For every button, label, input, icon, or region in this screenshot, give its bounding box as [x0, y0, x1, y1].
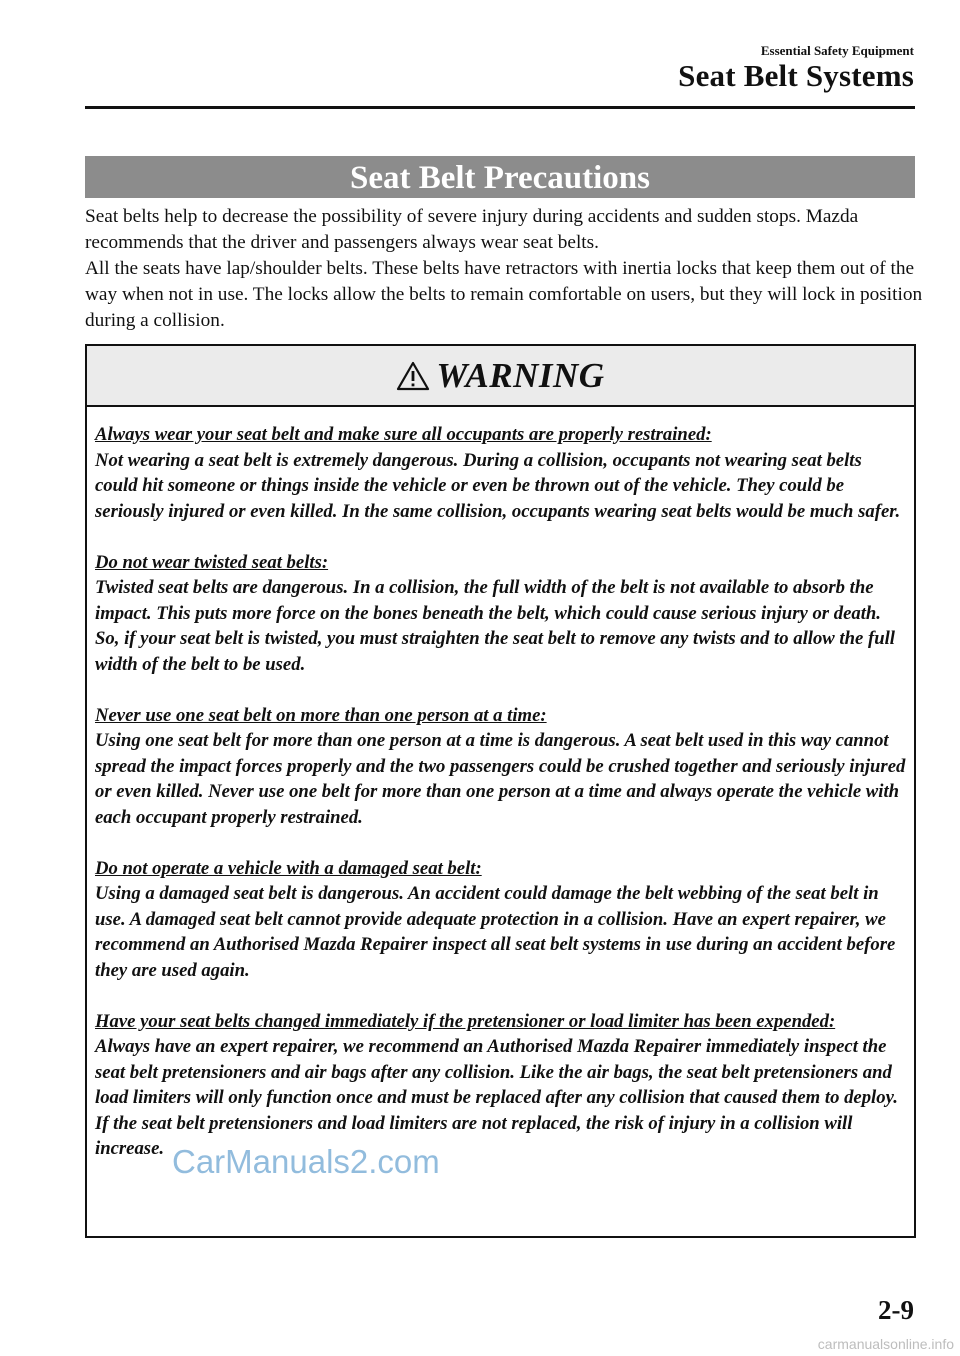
warning-item-heading: Do not wear twisted seat belts:: [95, 551, 329, 573]
warning-item-heading: Have your seat belts changed immediately if the pretensioner or load limiter has been expended:: [95, 1010, 836, 1032]
warning-header: [87, 346, 914, 407]
intro-text: [85, 204, 925, 334]
watermark-logo: CarManuals2.com: [172, 1143, 440, 1180]
warning-item-text: Using a damaged seat belt is dangerous. An accident could damage the belt webbing of the seat belt in use. A damaged seat belt cannot provide adequate protection in a collision. Have an expert repairer, we recommend an Authorised Mazda Repairer inspect all seat belt systems in use during an accident before they are used again.: [95, 883, 896, 981]
warning-item: [95, 856, 908, 984]
page-title: Seat Belt Systems: [678, 58, 914, 93]
warning-item: [95, 703, 908, 831]
footer-watermark: carmanualsonline.info: [817, 1336, 954, 1352]
warning-item-text: Using one seat belt for more than one person at a time is dangerous. A seat belt used in this way cannot spread the impact forces properly and the two passengers could be crushed together and seriously injured or even killed. Never use one belt for more than one person at a time and always operate the vehicle with each occupant properly restrained.: [95, 730, 906, 828]
warning-item-text: Always have an expert repairer, we recommend an Authorised Mazda Repairer immediately inspect the seat belt pretensioners and air bags after any collision. Like the air bags, the seat belt pretensioners and load limiters will only function once and must be replaced after any collision that caused them to deploy. If the seat belt pretensioners and load limiters are not replaced, the risk of injury in a collision will increase.: [95, 1036, 898, 1159]
warning-item-text: Twisted seat belts are dangerous. In a collision, the full width of the belt is not available to absorb the impact. This puts more force on the bones beneath the belt, which could cause serious injury or death. So, if your seat belt is twisted, you must straighten the seat belt to remove any twists and to allow the full width of the belt to be used.: [95, 577, 895, 675]
warning-item: [95, 422, 908, 524]
warning-body: [87, 407, 914, 1162]
warning-item: [95, 1009, 908, 1162]
warning-item-heading: Never use one seat belt on more than one person at a time:: [95, 704, 547, 726]
warning-item-text: Not wearing a seat belt is extremely dangerous. During a collision, occupants not wearing seat belts could hit someone or things inside the vehicle or even be thrown out of the vehicle. They could be seriously injured or even killed. In the same collision, occupants wearing seat belts would be much safer.: [95, 449, 901, 522]
page-number: 2-9: [878, 1295, 914, 1325]
warning-item: [95, 550, 908, 678]
warning-title: WARNING: [436, 355, 605, 395]
warning-box: [85, 344, 916, 1238]
header-section-label: Essential Safety Equipment: [760, 43, 914, 58]
header-divider: [85, 106, 915, 109]
warning-item-heading: Always wear your seat belt and make sure all occupants are properly restrained:: [95, 424, 712, 445]
intro-paragraph: Seat belts help to decrease the possibility of severe injury during accidents and sudden stops. Mazda recommends that the driver and passengers always wear seat belts.: [85, 206, 859, 253]
intro-paragraph: All the seats have lap/shoulder belts. These belts have retractors with inertia locks that keep them out of the way when not in use. The locks allow the belts to remain comfortable on users, but they will lock in position during a collision.: [85, 258, 923, 331]
section-banner: Seat Belt Precautions: [85, 156, 915, 198]
warning-item-heading: Do not operate a vehicle with a damaged seat belt:: [95, 857, 482, 879]
warning-triangle-icon: [396, 361, 430, 391]
